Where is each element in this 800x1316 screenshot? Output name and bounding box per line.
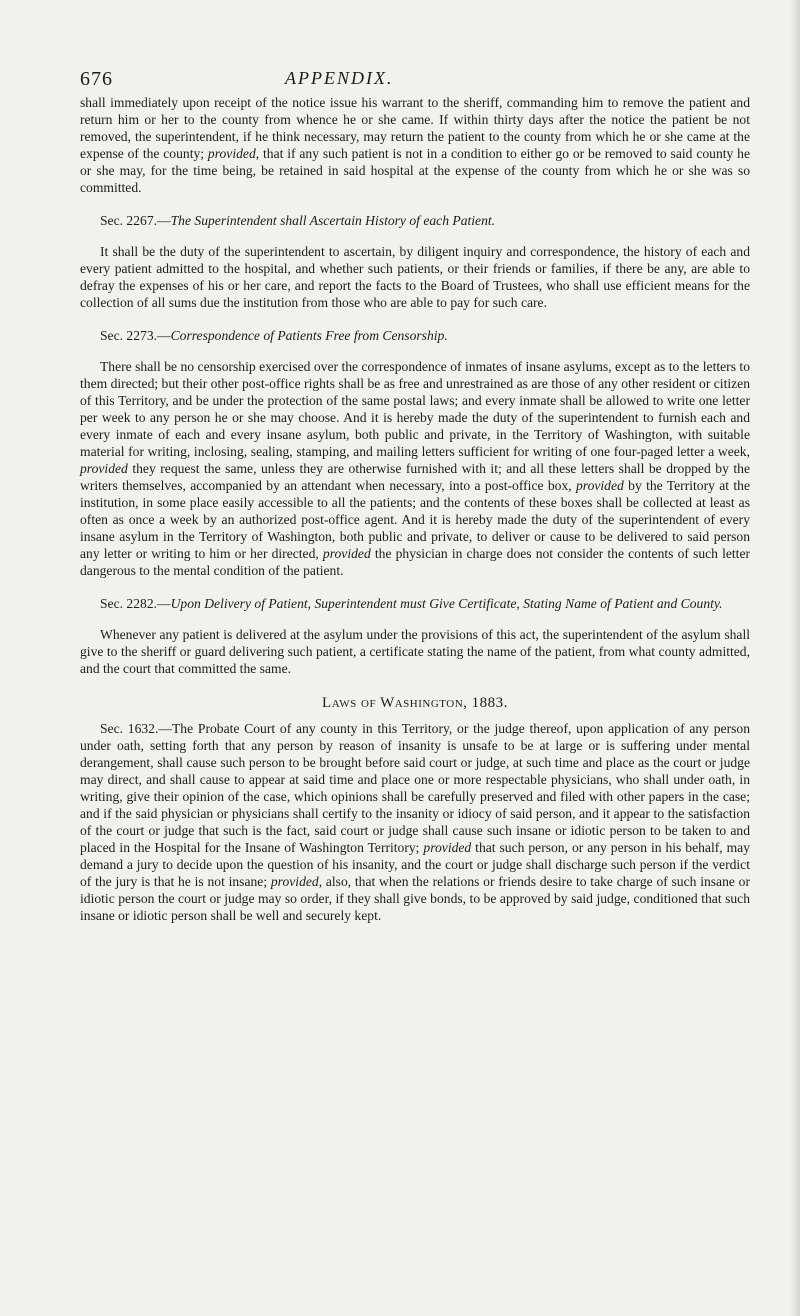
page-number: 676 bbox=[80, 68, 113, 90]
section-number: Sec. 1632.— bbox=[100, 721, 172, 736]
section-caption: The Superintendent shall Ascertain History of each Patient. bbox=[170, 213, 496, 228]
section-number: Sec. 2282.— bbox=[100, 596, 171, 611]
section-number: Sec. 2273.— bbox=[100, 328, 171, 343]
section-2267-text: It shall be the duty of the superintendent to ascertain, by diligent inquiry and correspondence, the history of each and every patient admitted to the hospital, and whether such patients, or their friends or families, if there be any, are able to defray the expenses of his or her care, and report the facts to the Board of Trustees, who shall use efficient means for the collection of all sums due the institution from those who are able to pay for such care. bbox=[80, 244, 750, 310]
section-heading-2282 bbox=[80, 595, 750, 612]
paragraph-text: There shall be no censorship exercised over the correspondence of inmates of insane asylums, except as to the letters to them directed; but their other post-office rights shall be as free and unrestrained as are those of any other resident or citizen of this Territory, and be under the protection of the same postal laws; and every inmate shall be allowed to write one letter per week to any person he or she may choose. And it is hereby made the duty of the superintendent to furnish each and every inmate of each and every insane asylum, both public and private, in the Territory of Washington, with suitable material for writing, inclosing, sealing, stamping, and mailing letters sufficient for writing of one four-paged letter a week, provided they request the same, unless they are otherwise furnished with it; and all these letters shall be dropped by the writers themselves, accompanied by an attendant when necessary, into a post-office box, provided by the Territory at the institution, in some place easily accessible to all the patients; and the contents of these boxes shall be collected at least as often as once a week by an authorized post-office agent. And it is hereby made the duty of the superintendent of every insane asylum in the Territory of Washington, both public and private, to deliver or cause to be delivered to said person any letter or writing to him or her directed, provided the physician in charge does not consider the contents of such letter dangerous to the mental condition of the patient. bbox=[80, 359, 751, 578]
section-heading-2273 bbox=[80, 327, 750, 344]
page-edge-shadow bbox=[790, 0, 800, 1316]
running-head bbox=[80, 0, 750, 94]
section-caption: Correspondence of Patients Free from Censorship. bbox=[170, 328, 448, 343]
running-title: APPENDIX. bbox=[285, 68, 394, 88]
paragraph-text: shall immediately upon receipt of the notice issue his warrant to the sheriff, commanding him to remove the patient and return him or her to the county from whence he or she came. If within thirty days after the notice the patient be not removed, the superintendent, if he think necessary, may return the patient to the county from which he or she came at the expense of the county; provided, that if any such patient is not in a condition to either go or be removed to said county he or she may, for the time being, be retained in said hospital at the expense of the county from which he or she was so committed. bbox=[80, 95, 750, 195]
paragraph-text: The Probate Court of any county in this Territory, or the judge thereof, upon application of any person under oath, setting forth that any person by reason of insanity is unsafe to be at large or is suffering under mental derangement, shall cause such person to be brought before said court or judge, at such time and place as the court or judge may direct, and shall cause to appear at said time and place one or more respectable physicians, who shall under oath, in writing, give their opinion of the case, which opinions shall be carefully preserved and filed with other papers in the case; and if the said physician or physicians shall certify to the insanity or idiocy of said person, and it appear to the satisfaction of the court or judge that such is the fact, said court or judge shall cause such insane or idiotic person to be taken to and placed in the Hospital for the Insane of Washington Territory; provided that such person, or any person in his behalf, may demand a jury to decide upon the question of his insanity, and the court or judge shall discharge such person if the verdict of the jury is that he is not insane; provided, also, that when the relations or friends desire to take charge of such insane or idiotic person the court or judge may so order, if they shall give bonds, to be approved by said judge, conditioned that such insane or idiotic person shall be well and securely kept. bbox=[80, 721, 751, 923]
section-2273-text bbox=[80, 358, 750, 579]
section-heading-2267 bbox=[80, 212, 750, 229]
paragraph-continuation bbox=[80, 94, 750, 196]
section-1632-text bbox=[80, 720, 750, 924]
laws-heading: Laws of Washington, 1883. bbox=[322, 695, 508, 711]
section-2282-text: Whenever any patient is delivered at the asylum under the provisions of this act, the superintendent of the asylum shall give to the sheriff or guard delivering such patient, a certificate stating the name of the patient, from what county admitted, and the court that committed the same. bbox=[80, 627, 750, 676]
section-caption: Upon Delivery of Patient, Superintendent must Give Certificate, Stating Name of Patient and County. bbox=[170, 596, 723, 611]
section-number: Sec. 2267.— bbox=[100, 213, 171, 228]
